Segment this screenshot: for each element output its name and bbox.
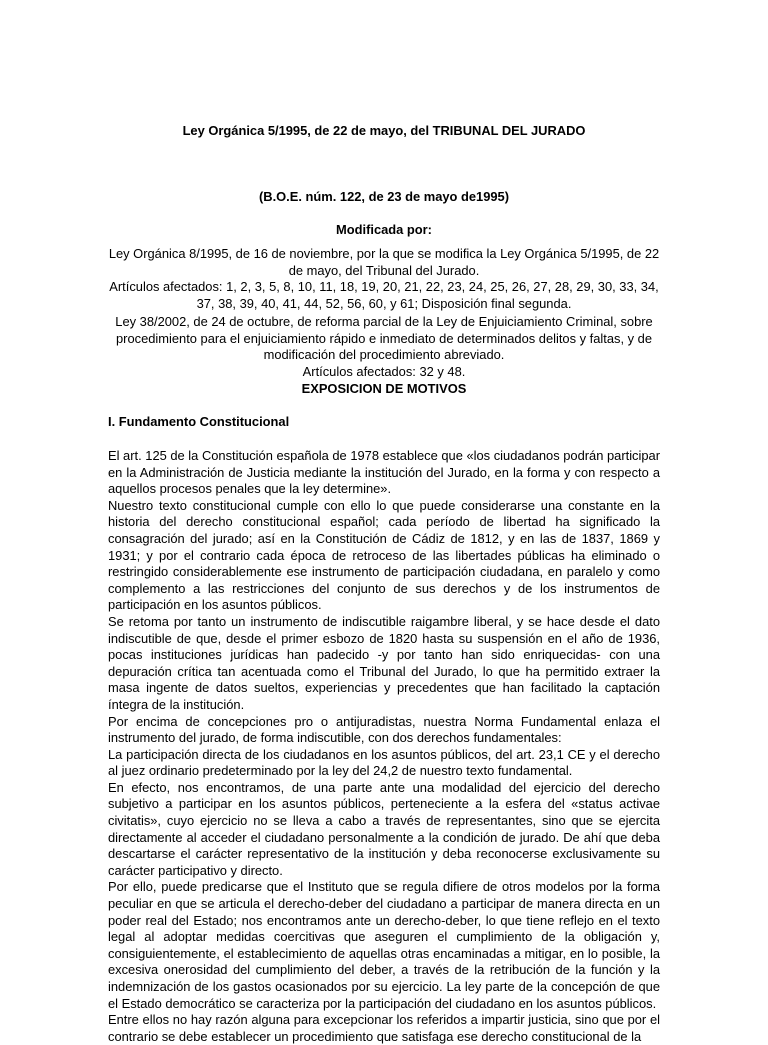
section-heading: I. Fundamento Constitucional [108, 414, 290, 429]
body-text [108, 448, 660, 1045]
modification-articles: Artículos afectados: 32 y 48. [302, 363, 466, 379]
modification-entry [108, 314, 660, 380]
paragraph: Nuestro texto constitucional cumple con ello lo que puede considerarse una constante en la historia del derecho constitucional español; cada período de libertad ha significado la consagración del jurado; así en la Constitución de Cádiz de 1812, y en las de 1837, 1869 y 1931; y por el contrario cada época de retroceso de las libertades públicas ha eliminado o restringido considerablemente ese instrumento de participación ciudadana, en paralelo y como complemento a las restricciones del conjunto de sus derechos y de los instrumentos de participación en los asuntos públicos. [108, 497, 660, 613]
modification-law: Ley 38/2002, de 24 de octubre, de reforma parcial de la Ley de Enjuiciamiento Criminal, sobre procedimiento para el enjuiciamiento rápido e inmediato de determinados delitos y faltas, y de modificación del procedimiento abreviado. [115, 314, 653, 363]
paragraph: Entre ellos no hay razón alguna para excepcionar los referidos a impartir justicia, sino que por el contrario se debe establecer un procedimiento que satisfaga ese derecho constitucional de la [108, 1012, 660, 1044]
modified-by-heading: Modificada por: [336, 222, 432, 237]
paragraph: El art. 125 de la Constitución española de 1978 establece que «los ciudadanos podrán participar en la Administración de Justicia mediante la institución del Jurado, en la forma y con respecto a aquellos procesos penales que la ley determine». [108, 448, 660, 497]
paragraph: Por ello, puede predicarse que el Instituto que se regula difiere de otros modelos por la forma peculiar en que se articula el derecho-deber del ciudadano a participar de manera directa en un poder real del Estado; nos encontramos ante un derecho-deber, lo que tiene reflejo en el texto legal al adoptar medidas coercitivas que aseguren el cumplimiento de la obligación y, consiguientemente, el establecimiento de aquellas otras encaminadas a mitigar, en lo posible, la excesiva onerosidad del cumplimiento del deber, a través de la retribución de la función y la indemnización de los gastos ocasionados por su ejercicio. La ley parte de la concepción de que el Estado democrático se caracteriza por la participación del ciudadano en los asuntos públicos. [108, 879, 660, 1011]
boe-reference: (B.O.E. núm. 122, de 23 de mayo de1995) [258, 189, 510, 204]
paragraph: En efecto, nos encontramos, de una parte ante una modalidad del ejercicio del derecho subjetivo a participar en los asuntos públicos, perteneciente a la esfera del «status activae civitatis», cuyo ejercicio no se lleva a cabo a través de representantes, sino que se ejercita directamente al acceder el ciudadano personalmente a la condición de jurado. De ahí que deba descartarse el carácter representativo de la institución y deba reconocerse exclusivamente su carácter participativo y directo. [108, 779, 660, 878]
modification-articles: Artículos afectados: 1, 2, 3, 5, 8, 10, 11, 18, 19, 20, 21, 22, 23, 24, 25, 26, 27, 28, 29, 30, 33, 34, 37, 38, 39, 40, 41, 44, 52, 56, 60, y 61; Disposición final segunda. [109, 279, 659, 311]
paragraph: Se retoma por tanto un instrumento de indiscutible raigambre liberal, y se hace desde el dato indiscutible de que, desde el primer esbozo de 1820 hasta su suspensión en el año de 1936, pocas instituciones jurídicas han padecido -y por tanto han sido enriquecidas- con una depuración crítica tan acentuada como el Tribunal del Jurado, lo que ha permitido extraer la masa ingente de datos sueltos, experiencias y precedentes que han facilitado la captación íntegra de la institución. [108, 613, 660, 712]
paragraph: La participación directa de los ciudadanos en los asuntos públicos, del art. 23,1 CE y el derecho al juez ordinario predeterminado por la ley del 24,2 de nuestro texto fundamental. [108, 746, 660, 779]
modification-law: Ley Orgánica 8/1995, de 16 de noviembre, por la que se modifica la Ley Orgánica 5/1995, de 22 de mayo, del Tribunal del Jurado. [108, 246, 660, 278]
document-title: Ley Orgánica 5/1995, de 22 de mayo, del TRIBUNAL DEL JURADO [182, 123, 586, 138]
modification-entry [108, 246, 660, 312]
exposicion-heading: EXPOSICION DE MOTIVOS [301, 381, 467, 396]
paragraph: Por encima de concepciones pro o antijuradistas, nuestra Norma Fundamental enlaza el instrumento del jurado, de forma indiscutible, con dos derechos fundamentales: [108, 713, 660, 746]
